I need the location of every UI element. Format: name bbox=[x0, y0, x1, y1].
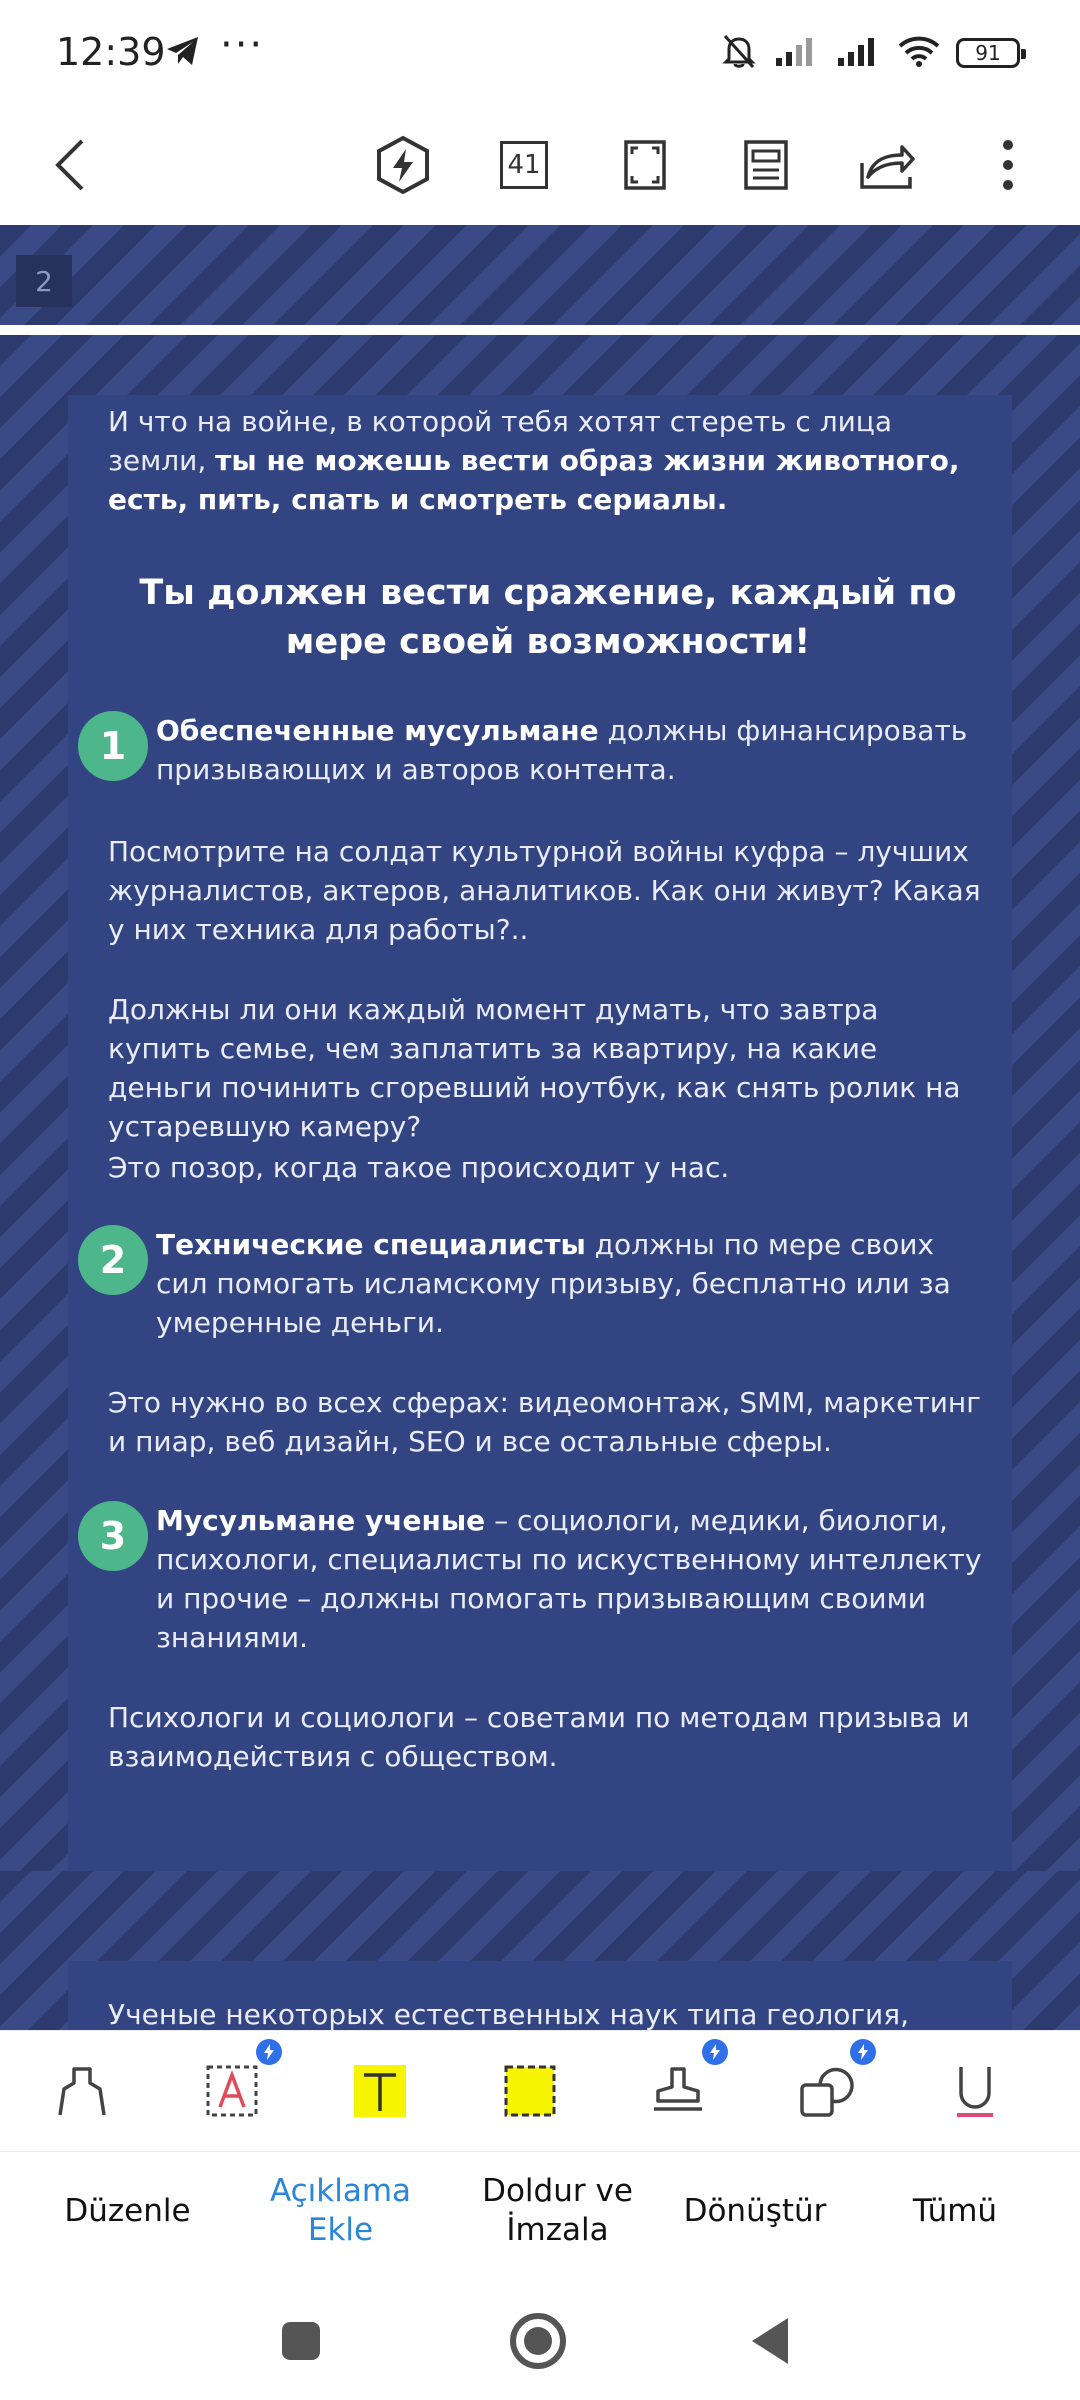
paragraph: Ученые некоторых естественных наук типа геология, bbox=[108, 1998, 909, 2030]
list-item: 2 Технические специалисты должны по мере своих сил помогать исламскому призыву, бесплатно или за умеренные деньги. bbox=[108, 1225, 988, 1342]
text-highlight-icon[interactable] bbox=[340, 2053, 420, 2129]
page-number: 41 bbox=[500, 141, 548, 189]
annotation-toolbar bbox=[0, 2030, 1080, 2152]
system-nav-bar bbox=[0, 2282, 1080, 2400]
tab-convert[interactable]: Dönüştür bbox=[683, 2193, 827, 2229]
tab-annotate[interactable]: Açıklama Ekle bbox=[269, 2173, 412, 2248]
bell-off-icon bbox=[720, 32, 758, 74]
pdf-page-2 bbox=[0, 225, 1080, 325]
paragraph: Это нужно во всех сферах: видеомонтаж, SMM, маркетинг и пиар, веб дизайн, SEO и все остальные сферы. bbox=[108, 1386, 981, 1458]
share-icon[interactable] bbox=[847, 125, 927, 205]
status-bar bbox=[0, 0, 1080, 105]
intro-paragraph: И что на войне, в которой тебя хотят стереть с лица земли, ты не можешь вести образ жизни животного, есть, пить, спать и смотреть сериалы. bbox=[108, 405, 960, 516]
paragraph: Посмотрите на солдат культурной войны куфра – лучших журналистов, актеров, аналитиков. Как они живут? Какая у них техника для работы?.. bbox=[108, 835, 981, 946]
text-box-icon[interactable] bbox=[192, 2053, 272, 2129]
back-nav-icon[interactable] bbox=[748, 2316, 790, 2370]
telegram-icon bbox=[165, 34, 201, 72]
fullscreen-icon[interactable] bbox=[605, 125, 685, 205]
pro-lightning-icon bbox=[702, 2039, 728, 2065]
section-heading: Ты должен вести сражение, каждый по мере своей возможности! bbox=[139, 573, 957, 662]
view-mode-icon[interactable] bbox=[726, 125, 806, 205]
document-viewer[interactable] bbox=[0, 225, 1080, 2030]
battery-icon: 91 bbox=[956, 38, 1020, 68]
area-highlight-icon[interactable] bbox=[490, 2053, 570, 2129]
paragraph: Психологи и социологи – советами по методам призыва и взаимодействия с обществом. bbox=[108, 1701, 970, 1773]
paragraph: Это позор, когда такое происходит у нас. bbox=[108, 1151, 730, 1184]
home-icon[interactable] bbox=[507, 2310, 569, 2376]
tab-fill-sign[interactable]: Doldur ve İmzala bbox=[482, 2173, 633, 2248]
number-badge: 1 bbox=[78, 711, 148, 781]
recents-icon[interactable] bbox=[280, 2320, 322, 2366]
signal-icon bbox=[774, 34, 820, 72]
lightning-icon[interactable] bbox=[363, 125, 443, 205]
tab-all[interactable]: Tümü bbox=[912, 2193, 998, 2229]
tab-edit[interactable]: Düzenle bbox=[64, 2193, 191, 2229]
stamp-icon[interactable] bbox=[638, 2053, 718, 2129]
shapes-icon[interactable] bbox=[786, 2053, 866, 2129]
ink-pen-icon[interactable] bbox=[42, 2053, 122, 2129]
list-item: 1 Обеспеченные мусульмане должны финансировать призывающих и авторов контента. bbox=[108, 711, 988, 789]
clock: 12:39 bbox=[56, 30, 166, 74]
more-notifications-icon: ··· bbox=[220, 22, 265, 68]
number-badge: 2 bbox=[78, 1225, 148, 1295]
back-arrow-icon[interactable] bbox=[30, 125, 110, 205]
pro-lightning-icon bbox=[850, 2039, 876, 2065]
page-label: 2 bbox=[16, 255, 72, 307]
number-badge: 3 bbox=[78, 1501, 148, 1571]
bottom-tab-bar bbox=[0, 2152, 1080, 2282]
page-counter[interactable] bbox=[484, 125, 564, 205]
more-vert-icon[interactable] bbox=[968, 125, 1048, 205]
list-item: 3 Мусульмане ученые – социологи, медики, биологи, психологи, специалисты по искуственному интеллекту и прочие – должны помогать призывающим своими знаниями. bbox=[108, 1501, 988, 1657]
underline-icon[interactable] bbox=[935, 2053, 1015, 2129]
wifi-icon bbox=[898, 34, 940, 72]
pro-lightning-icon bbox=[256, 2039, 282, 2065]
paragraph: Должны ли они каждый момент думать, что завтра купить семье, чем заплатить за квартиру, на какие деньги починить сгоревший ноутбук, как снять ролик на устаревшую камеру? bbox=[108, 993, 961, 1143]
signal-icon bbox=[836, 34, 882, 72]
top-toolbar bbox=[0, 105, 1080, 225]
